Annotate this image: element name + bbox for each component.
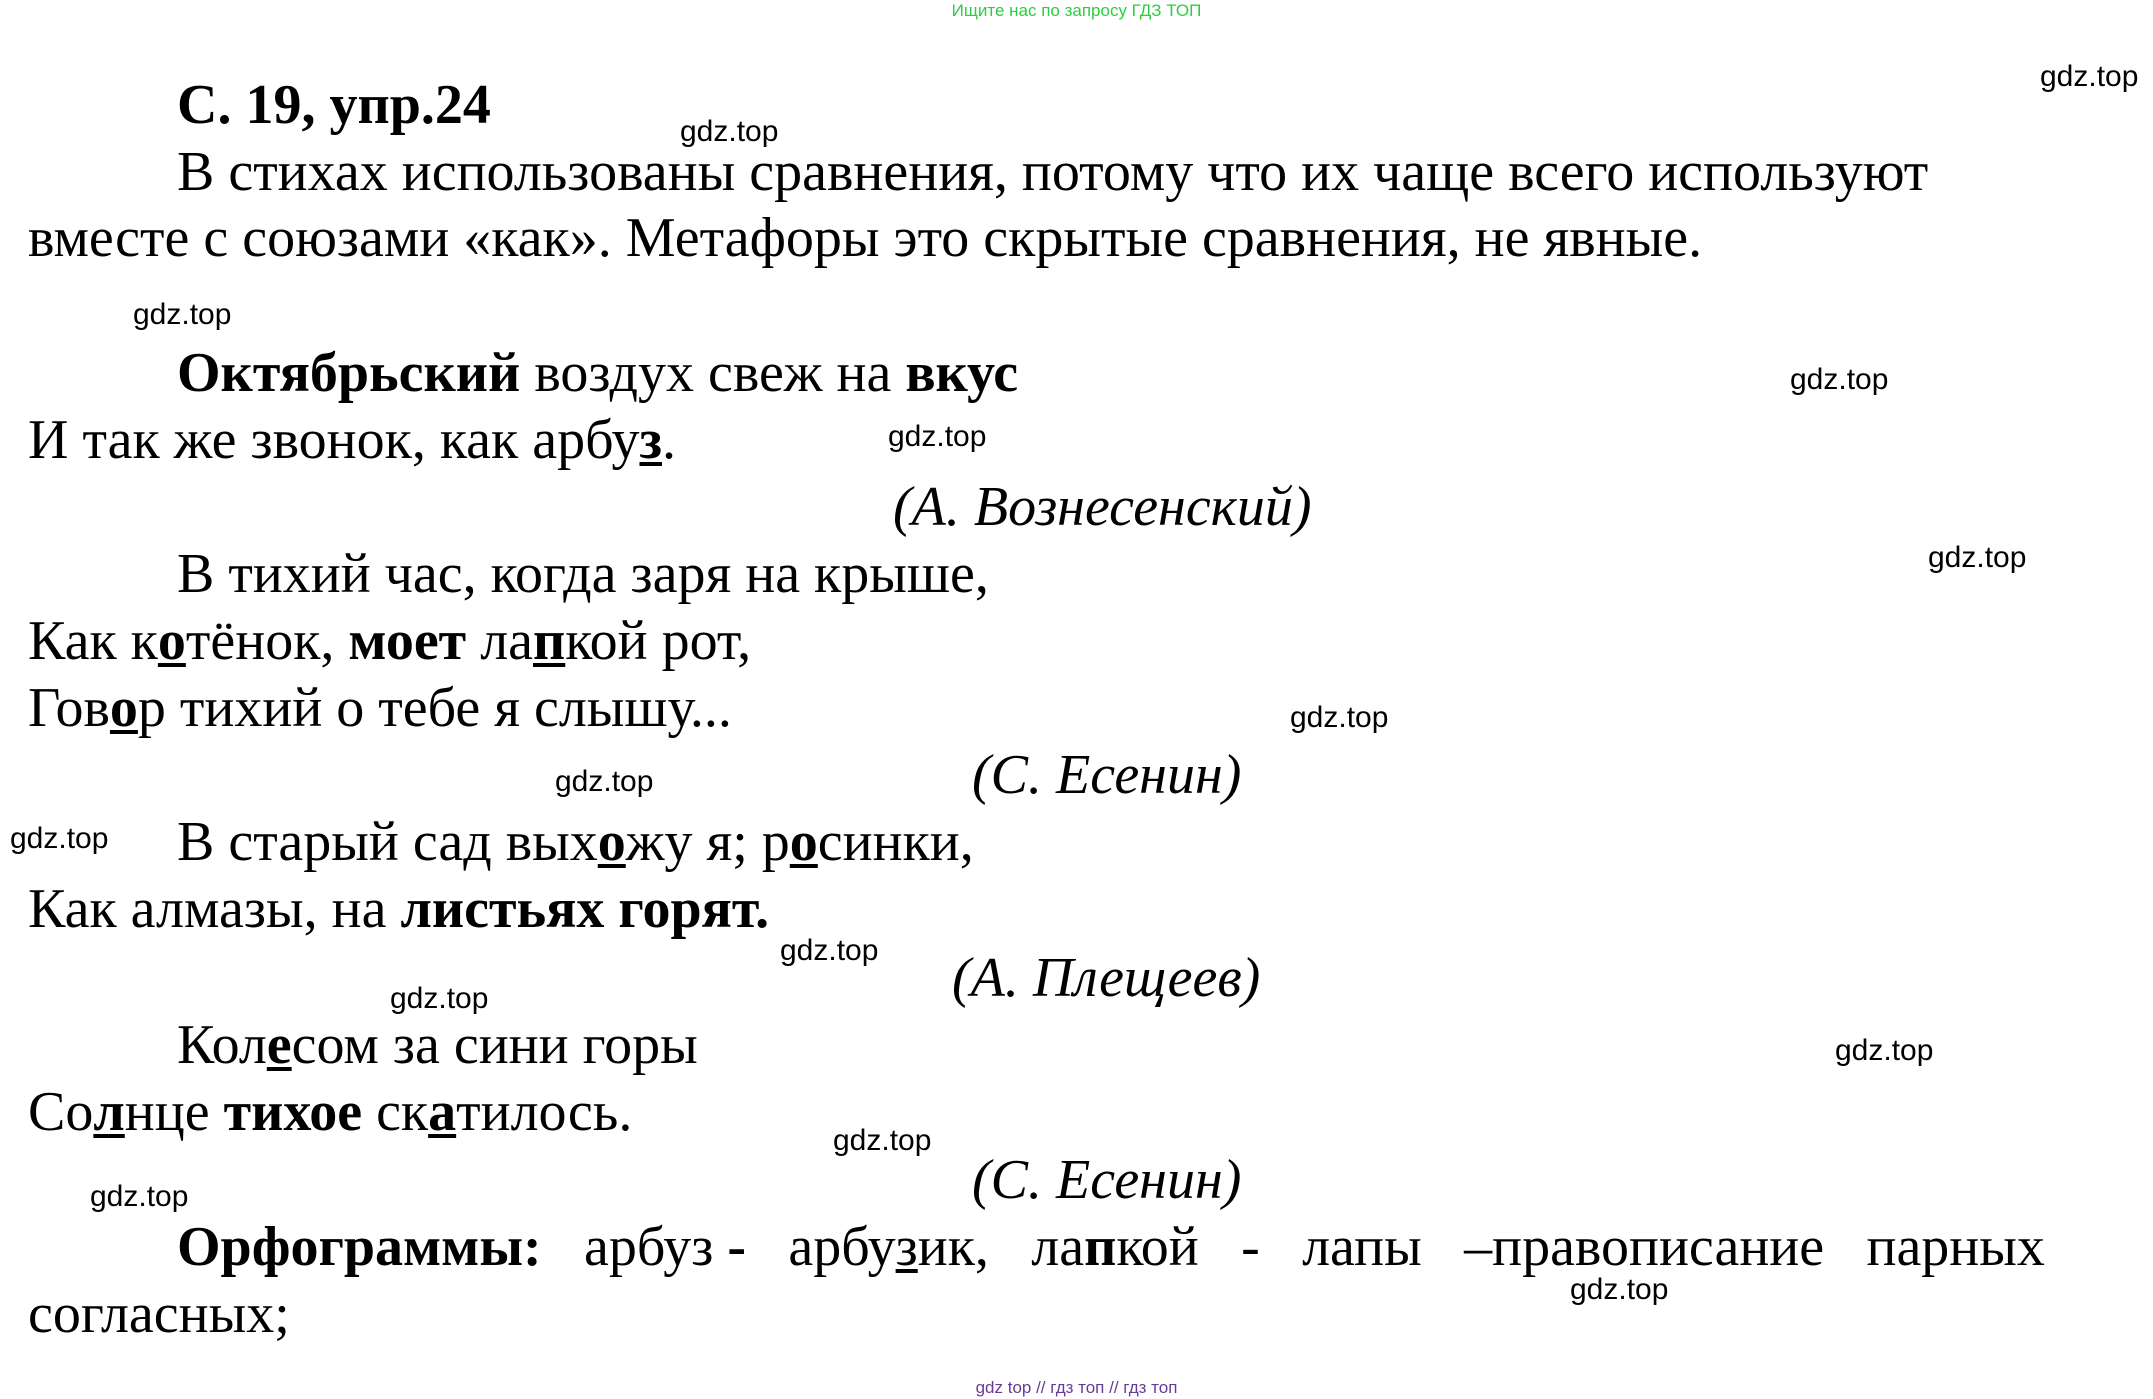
watermark: gdz.top: [888, 420, 987, 453]
highlighted-letter: з: [639, 409, 662, 471]
text-fragment: тилось.: [456, 1081, 633, 1143]
poem2-line-2: [28, 608, 751, 674]
text-fragment: тёнок,: [185, 610, 349, 672]
poem3-author: (А. Плещеев): [952, 947, 1261, 1009]
text-fragment: ла: [466, 610, 533, 672]
watermark: gdz.top: [555, 765, 654, 798]
word: –правописание: [1464, 1216, 1825, 1278]
watermark: gdz.top: [2040, 60, 2139, 93]
word: ла: [1031, 1216, 1085, 1278]
footer-links: gdz top // гдз топ // гдз топ: [975, 1378, 1178, 1397]
poem3-line-1: [177, 809, 974, 875]
text-fragment: [1031, 1214, 1198, 1280]
text-fragment: Гов: [28, 677, 110, 739]
watermark: gdz.top: [1928, 541, 2027, 574]
orthograms-line-2: согласных;: [28, 1283, 290, 1345]
orthograms-label: Орфограммы:: [177, 1216, 542, 1278]
text-fragment: [584, 1214, 746, 1280]
bold-word: вкус: [905, 342, 1019, 404]
highlighted-letter: е: [266, 1014, 292, 1076]
watermark: gdz.top: [133, 298, 232, 331]
text-fragment: Со: [28, 1081, 94, 1143]
poem4-line-1: [177, 1012, 698, 1078]
text-fragment: В старый сад вых: [177, 811, 598, 873]
bold-word: листьях горят.: [400, 878, 770, 940]
orthograms-line-1: [177, 1214, 2045, 1280]
watermark: gdz.top: [833, 1124, 932, 1157]
watermark: gdz.top: [780, 934, 879, 967]
text-fragment: Как алмазы, на: [28, 878, 401, 940]
watermark: gdz.top: [1570, 1273, 1669, 1306]
highlighted-letter: о: [789, 811, 818, 873]
poem1-line-1: [177, 340, 1018, 406]
highlighted-letter: о: [109, 677, 138, 739]
intro-line-1: В стихах использованы сравнения, потому что их чаще всего используют: [177, 141, 1929, 203]
dash: -: [1241, 1216, 1260, 1278]
dash: -: [727, 1216, 747, 1278]
text-fragment: И так же звонок, как арбу: [28, 409, 640, 471]
text-fragment: воздух свеж на: [520, 342, 906, 404]
watermark: gdz.top: [390, 982, 489, 1015]
bold-word: Октябрьский: [177, 342, 521, 404]
poem2-line-1: В тихий час, когда заря на крыше,: [177, 543, 989, 605]
text-fragment: жу я; р: [625, 811, 790, 873]
highlighted-letter: л: [93, 1081, 125, 1143]
highlighted-letter: п: [533, 610, 566, 672]
text-fragment: синки,: [817, 811, 974, 873]
text-fragment: [788, 1214, 989, 1280]
poem2-author: (С. Есенин): [972, 744, 1242, 806]
bold-word: тихое: [223, 1081, 363, 1143]
word: кой: [1116, 1216, 1199, 1278]
watermark: gdz.top: [10, 822, 109, 855]
text-fragment: р тихий о тебе я слышу...: [137, 677, 732, 739]
poem3-line-2: [28, 876, 769, 942]
intro-line-2: вместе с союзами «как». Метафоры это скрытые сравнения, не явные.: [28, 207, 1703, 269]
word: арбу: [788, 1216, 896, 1278]
highlighted-letter: о: [157, 610, 186, 672]
poem4-line-2: [28, 1079, 632, 1145]
word: лапы: [1302, 1216, 1422, 1278]
poem1-author: (А. Вознесенский): [893, 476, 1312, 538]
bold-letter: п: [1084, 1216, 1117, 1278]
highlighted-letter: з: [895, 1216, 918, 1278]
highlighted-letter: а: [428, 1081, 457, 1143]
watermark: gdz.top: [1790, 363, 1889, 396]
watermark: gdz.top: [90, 1180, 189, 1213]
text-fragment: .: [661, 409, 676, 471]
bold-word: моет: [348, 610, 467, 672]
word: ик,: [917, 1216, 989, 1278]
text-fragment: ск: [362, 1081, 429, 1143]
text-fragment: Как к: [28, 610, 158, 672]
watermark: gdz.top: [680, 115, 779, 148]
poem4-author: (С. Есенин): [972, 1149, 1242, 1211]
watermark: gdz.top: [1290, 701, 1389, 734]
highlighted-letter: о: [597, 811, 626, 873]
word: парных: [1866, 1216, 2045, 1278]
text-fragment: кой рот,: [565, 610, 752, 672]
text-fragment: Кол: [177, 1014, 267, 1076]
text-fragment: сом за сини горы: [291, 1014, 698, 1076]
word: арбуз: [584, 1216, 714, 1278]
poem1-line-2: [28, 407, 676, 473]
search-banner: Ищите нас по запросу ГДЗ ТОП: [951, 1, 1202, 20]
watermark: gdz.top: [1835, 1034, 1934, 1067]
text-fragment: нце: [124, 1081, 224, 1143]
poem2-line-3: [28, 675, 732, 741]
page-title: С. 19, упр.24: [177, 74, 491, 136]
